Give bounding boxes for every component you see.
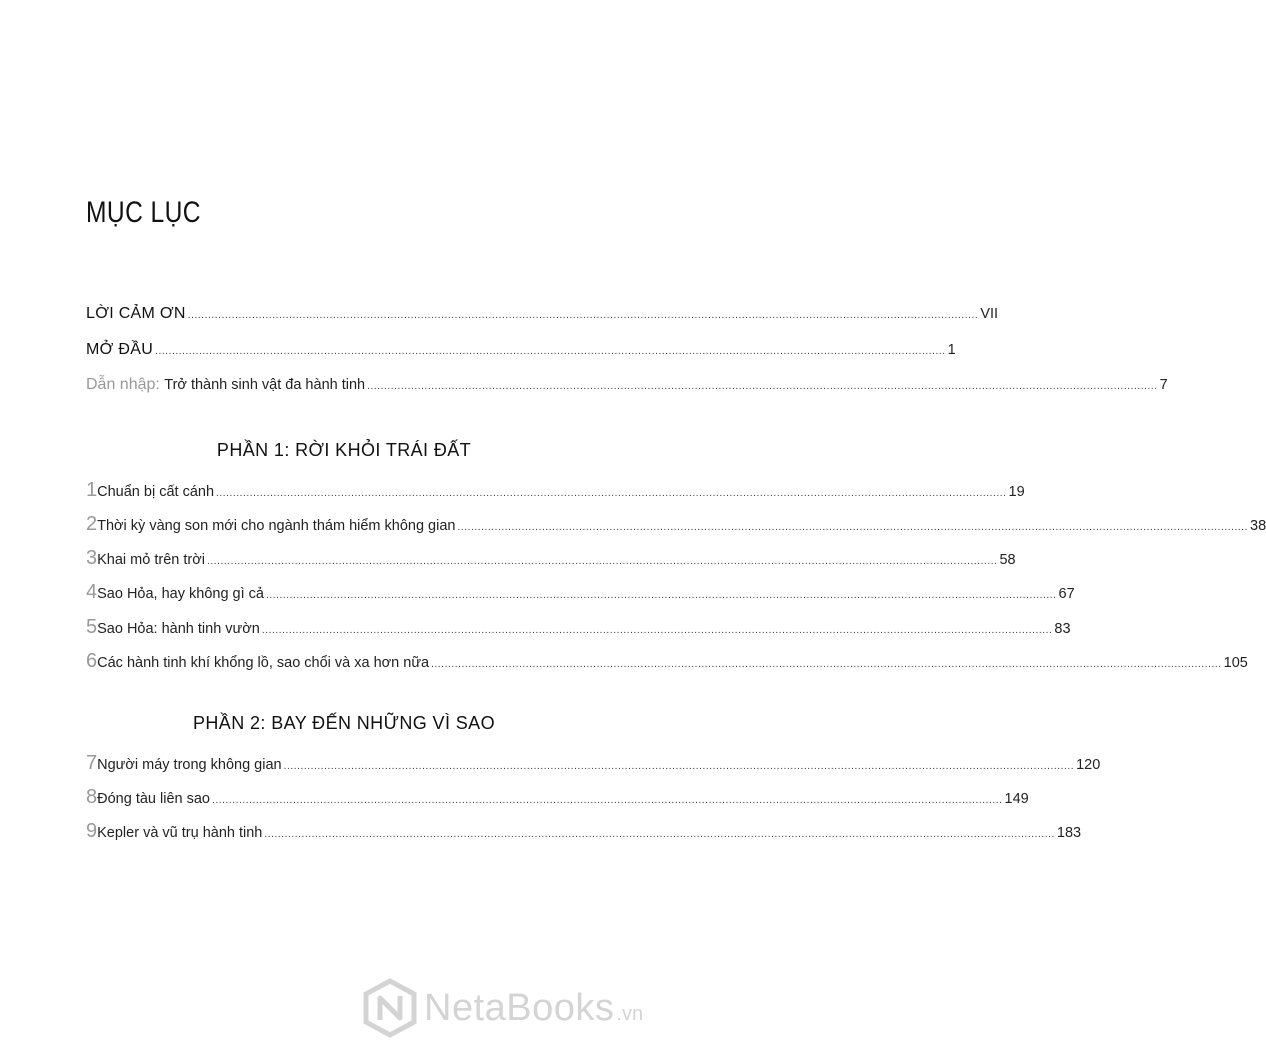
chapter-number: 1 — [86, 479, 98, 501]
chapter-title: Người máy trong không gian — [97, 757, 282, 773]
chapter-page: 19 — [1008, 484, 1025, 500]
chapter-page: 105 — [1223, 655, 1248, 671]
leader-dots: .......................................................................................................................................................................................................................................... — [155, 346, 946, 357]
watermark-tld: .vn — [616, 1003, 644, 1025]
netabooks-logo-icon — [362, 978, 418, 1038]
toc-chapter-5[interactable] — [86, 616, 1071, 640]
toc-entry-label — [86, 376, 365, 394]
leader-dots: .......................................................................................................................................................................................................................................... — [457, 522, 1249, 533]
leader-dots: .......................................................................................................................................................................................................................................... — [206, 556, 998, 567]
toc-entry-prefix: Dẫn nhập: — [86, 376, 165, 393]
leader-dots: .......................................................................................................................................................................................................................................... — [266, 590, 1057, 601]
chapter-title: Đóng tàu liên sao — [97, 791, 210, 807]
chapter-title: Kepler và vũ trụ hành tinh — [97, 825, 263, 841]
part-heading-1: PHẦN 1: RỜI KHỎI TRÁI ĐẤT — [216, 440, 472, 460]
chapter-page: 83 — [1054, 621, 1071, 637]
toc-chapter-9[interactable] — [86, 820, 1082, 844]
toc-entry-label: MỞ ĐẦU — [86, 341, 154, 358]
chapter-title: Các hành tinh khí khổng lồ, sao chổi và xa hơn nữa — [97, 655, 430, 671]
chapter-title: Sao Hỏa: hành tinh vườn — [97, 621, 260, 637]
watermark-brand: NetaBooks — [424, 986, 615, 1029]
chapter-title: Thời kỳ vàng son mới cho ngành thám hiểm không gian — [97, 518, 456, 534]
toc-chapter-4[interactable] — [86, 581, 1075, 605]
leader-dots: .......................................................................................................................................................................................................................................... — [216, 488, 1007, 499]
chapter-number: 6 — [86, 650, 98, 672]
toc-title: MỤC LỤC — [86, 196, 201, 229]
leader-dots: .......................................................................................................................................................................................................................................... — [367, 381, 1158, 392]
leader-dots: .......................................................................................................................................................................................................................................... — [431, 659, 1222, 670]
chapter-page: 120 — [1076, 757, 1101, 773]
netabooks-watermark — [362, 978, 692, 1038]
toc-entry-introduction[interactable] — [86, 376, 1168, 400]
chapter-title: Khai mỏ trên trời — [97, 552, 205, 568]
toc-chapter-6[interactable] — [86, 650, 1248, 674]
part-heading-2: PHẦN 2: BAY ĐẾN NHỮNG VÌ SAO — [193, 713, 495, 733]
toc-entry-title: Trở thành sinh vật đa hành tinh — [164, 377, 366, 393]
toc-chapter-8[interactable] — [86, 786, 1029, 810]
toc-chapter-3[interactable] — [86, 547, 1016, 571]
leader-dots: .......................................................................................................................................................................................................................................... — [264, 829, 1055, 840]
toc-chapter-2[interactable] — [86, 513, 1266, 537]
chapter-number: 3 — [86, 547, 98, 569]
toc-entry-page: VII — [980, 306, 999, 322]
chapter-title: Sao Hỏa, hay không gì cả — [97, 586, 264, 602]
chapter-title: Chuẩn bị cất cánh — [97, 484, 215, 500]
toc-chapter-7[interactable] — [86, 752, 1101, 776]
chapter-number: 9 — [86, 820, 98, 842]
chapter-number: 8 — [86, 786, 98, 808]
leader-dots: .......................................................................................................................................................................................................................................... — [283, 761, 1075, 772]
leader-dots: .......................................................................................................................................................................................................................................... — [261, 625, 1053, 636]
chapter-page: 67 — [1058, 586, 1075, 602]
chapter-number: 2 — [86, 513, 98, 535]
chapter-page: 149 — [1004, 791, 1029, 807]
chapter-page: 183 — [1056, 825, 1082, 841]
leader-dots: .......................................................................................................................................................................................................................................... — [211, 795, 1003, 806]
toc-entry-label: LỜI CẢM ƠN — [86, 305, 186, 322]
toc-entry-page: 1 — [947, 342, 956, 358]
toc-chapter-1[interactable] — [86, 479, 1025, 503]
chapter-page: 58 — [999, 552, 1016, 568]
chapter-number: 7 — [86, 752, 98, 774]
chapter-page: 38 — [1250, 518, 1266, 534]
leader-dots: .......................................................................................................................................................................................................................................... — [187, 310, 979, 321]
toc-entry-page: 7 — [1159, 377, 1168, 393]
chapter-number: 5 — [86, 616, 98, 638]
toc-entry-preface[interactable] — [86, 341, 956, 365]
toc-entry-acknowledgements[interactable] — [86, 305, 999, 329]
chapter-number: 4 — [86, 581, 98, 603]
